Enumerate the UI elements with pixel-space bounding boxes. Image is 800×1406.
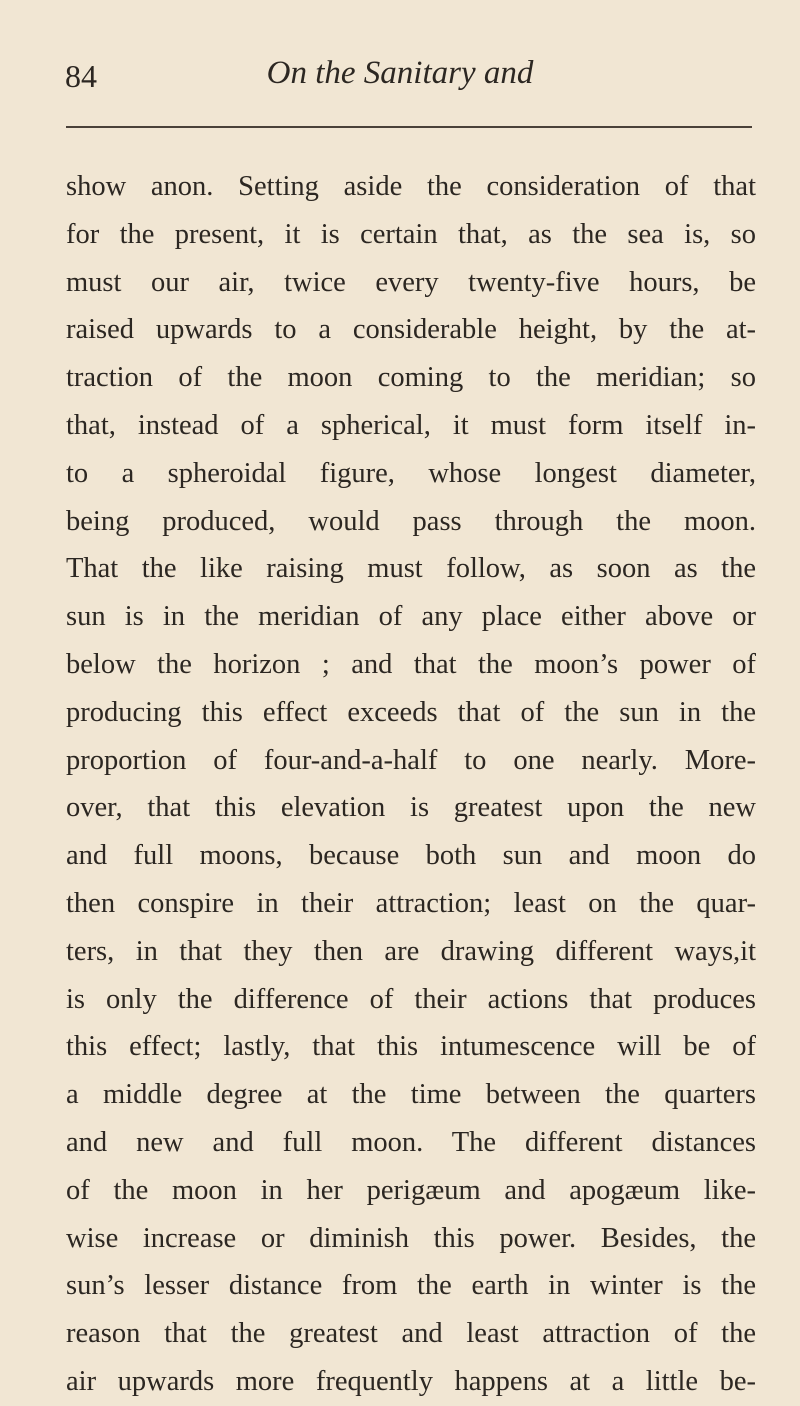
text-line: proportion of four-and-a-half to one nearly. More- (66, 744, 756, 776)
text-line: wise increase or diminish this power. Besides, the (66, 1222, 756, 1254)
text-line: traction of the moon coming to the meridian; so (66, 362, 756, 394)
text-line: producing this effect exceeds that of the sun in the (66, 696, 756, 728)
text-line: over, that this elevation is greatest upon the new (66, 792, 756, 824)
text-line: air upwards more frequently happens at a little be- (66, 1365, 756, 1397)
header-rule (66, 126, 752, 128)
text-line: ters, in that they then are drawing different ways,it (66, 935, 756, 967)
text-line: is only the difference of their actions that produces (66, 983, 756, 1015)
text-line: and new and full moon. The different distances (66, 1126, 756, 1158)
text-line: and full moons, because both sun and moon do (66, 840, 756, 872)
text-line: for the present, it is certain that, as the sea is, so (66, 218, 756, 250)
text-line: of the moon in her perigæum and apogæum like- (66, 1174, 756, 1206)
text-line: being produced, would pass through the moon. (66, 505, 756, 537)
text-line: to a spheroidal figure, whose longest diameter, (66, 457, 756, 489)
text-line: raised upwards to a considerable height, by the at- (66, 314, 756, 346)
text-line: a middle degree at the time between the quarters (66, 1079, 756, 1111)
text-line: that, instead of a spherical, it must form itself in- (66, 409, 756, 441)
text-line: That the like raising must follow, as soon as the (66, 553, 756, 585)
page-number: 84 (65, 58, 97, 94)
text-line: reason that the greatest and least attraction of the (66, 1318, 756, 1350)
text-line: sun’s lesser distance from the earth in winter is the (66, 1270, 756, 1302)
text-line: must our air, twice every twenty-five hours, be (66, 266, 756, 298)
text-line: below the horizon ; and that the moon’s power of (66, 648, 756, 680)
body-text (66, 163, 756, 1406)
text-line: then conspire in their attraction; least on the quar- (66, 887, 756, 919)
running-title: On the Sanitary and (266, 55, 534, 91)
text-line: this effect; lastly, that this intumescence will be of (66, 1031, 756, 1063)
text-line: show anon. Setting aside the consideration of that (66, 171, 756, 202)
text-line: sun is in the meridian of any place either above or (66, 601, 756, 633)
